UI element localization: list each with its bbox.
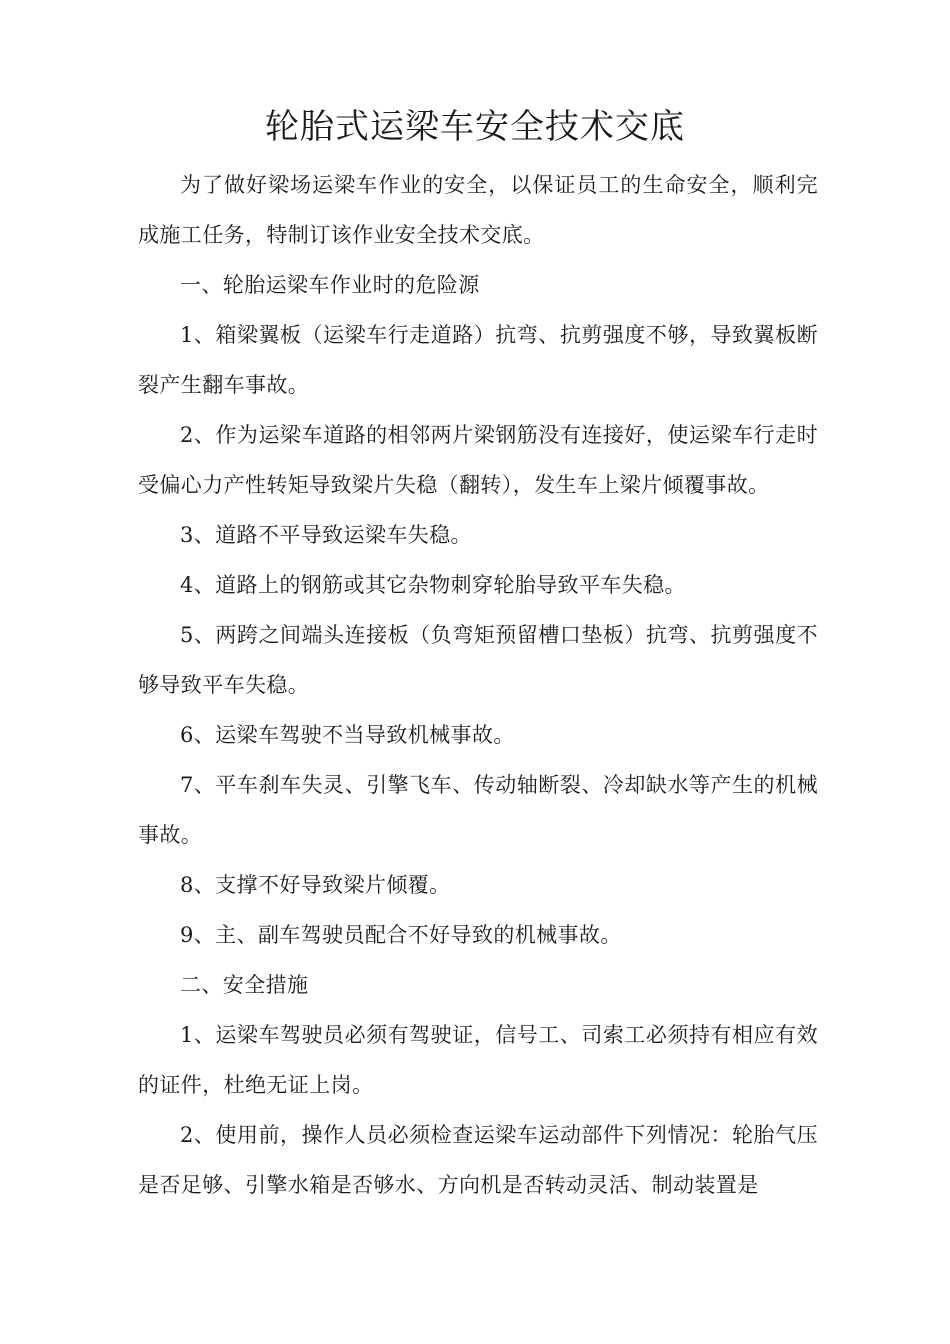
measure-item-2: 2、使用前，操作人员必须检查运梁车运动部件下列情况：轮胎气压是否足够、引擎水箱是否够水、方向机是否转动灵活、制动装置是 xyxy=(138,1123,818,1197)
paragraph-intro: 为了做好梁场运梁车作业的安全，以保证员工的生命安全，顺利完成施工任务，特制订该作业安全技术交底。 xyxy=(138,173,818,247)
section-heading-hazards: 一、轮胎运梁车作业时的危险源 xyxy=(180,273,480,297)
hazard-item-9: 9、主、副车驾驶员配合不好导致的机械事故。 xyxy=(180,923,622,947)
hazard-item-3: 3、道路不平导致运梁车失稳。 xyxy=(180,523,472,547)
document-title: 轮胎式运梁车安全技术交底 xyxy=(265,107,685,147)
hazard-item-2: 2、作为运梁车道路的相邻两片梁钢筋没有连接好，使运梁车行走时受偏心力产性转矩导致梁片失稳（翻转），发生车上梁片倾覆事故。 xyxy=(138,423,818,497)
hazard-item-6: 6、运梁车驾驶不当导致机械事故。 xyxy=(180,723,515,747)
hazard-item-4: 4、道路上的钢筋或其它杂物刺穿轮胎导致平车失稳。 xyxy=(180,573,686,597)
hazard-item-5: 5、两跨之间端头连接板（负弯矩预留槽口垫板）抗弯、抗剪强度不够导致平车失稳。 xyxy=(138,623,818,697)
hazard-item-7: 7、平车刹车失灵、引擎飞车、传动轴断裂、冷却缺水等产生的机械事故。 xyxy=(138,773,818,847)
hazard-item-8: 8、支撑不好导致梁片倾覆。 xyxy=(180,873,451,897)
document-body xyxy=(138,160,818,1210)
measure-item-1: 1、运梁车驾驶员必须有驾驶证，信号工、司索工必须持有相应有效的证件，杜绝无证上岗。 xyxy=(138,1023,818,1097)
hazard-item-1: 1、箱梁翼板（运梁车行走道路）抗弯、抗剪强度不够，导致翼板断裂产生翻车事故。 xyxy=(138,323,818,397)
section-heading-measures: 二、安全措施 xyxy=(180,973,309,997)
